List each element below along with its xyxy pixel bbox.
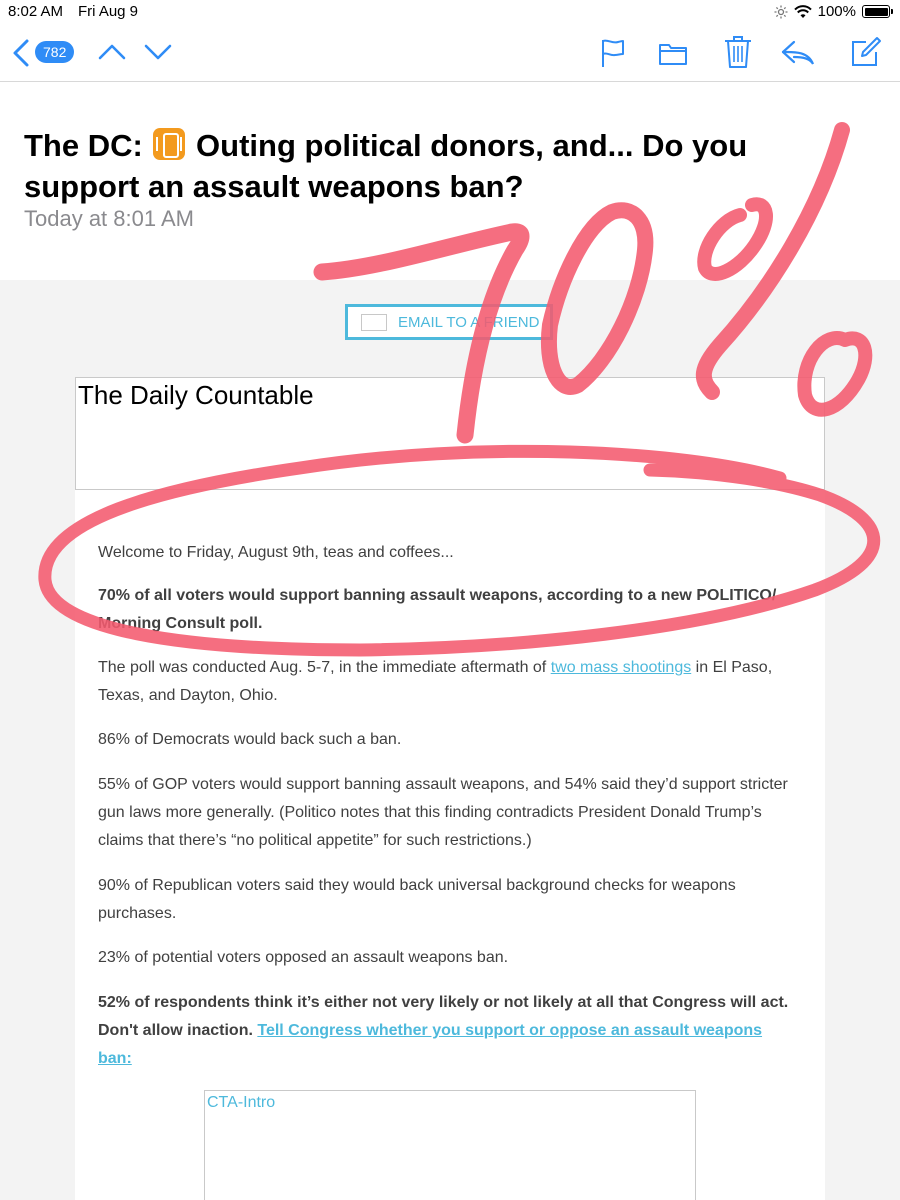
broken-image-icon — [361, 314, 387, 331]
paragraph-democrats: 86% of Democrats would back such a ban. — [98, 731, 402, 748]
subject-text-end: Outing political donors, and... Do you support an assault weapons ban? — [24, 128, 748, 204]
orientation-lock-icon — [774, 5, 788, 19]
cta-image-placeholder[interactable] — [204, 1090, 696, 1200]
compose-icon[interactable] — [850, 36, 882, 68]
folder-icon[interactable] — [658, 40, 688, 66]
status-bar — [0, 0, 900, 24]
status-indicators — [774, 3, 890, 20]
paragraph-opposed: 23% of potential voters opposed an assault weapons ban. — [98, 949, 509, 966]
subject-text-start: The DC: — [24, 128, 152, 163]
email-header — [0, 83, 900, 280]
brand-image-alt-text: The Daily Countable — [78, 380, 314, 410]
unread-count-badge[interactable]: 782 — [35, 41, 74, 63]
email-date: Today at 8:01 AM — [24, 206, 194, 231]
cta-image-alt-text: CTA-Intro — [207, 1094, 276, 1111]
congress-text: 52% of respondents think it’s either not very likely or not likely at all that Congress will act. Don't allow inaction. — [98, 994, 789, 1039]
back-chevron-icon[interactable] — [10, 38, 32, 68]
paragraph-background-checks: 90% of Republican voters said they would back universal background checks for weapons purchases. — [98, 877, 736, 922]
up-arrow-icon[interactable] — [97, 40, 127, 64]
email-subject — [24, 125, 824, 207]
paragraph-welcome: Welcome to Friday, August 9th, teas and coffees... — [98, 544, 454, 561]
reply-icon[interactable] — [780, 39, 816, 67]
tell-congress-link[interactable]: Tell Congress whether you support or oppose an assault weapons ban: — [98, 1022, 763, 1067]
brand-image-placeholder — [75, 377, 825, 490]
wifi-icon — [794, 5, 812, 19]
newsletter-content — [75, 490, 825, 1200]
poll-text-before: The poll was conducted Aug. 5-7, in the immediate aftermath of — [98, 659, 551, 676]
vibration-mode-emoji-icon — [153, 128, 185, 160]
battery-percent: 100% — [817, 3, 856, 20]
paragraph-congress — [98, 989, 798, 1073]
battery-icon — [862, 5, 890, 18]
paragraph-poll-details — [98, 654, 798, 710]
email-body — [0, 280, 900, 1200]
mass-shootings-link[interactable]: two mass shootings — [550, 659, 692, 676]
flag-icon[interactable] — [600, 38, 626, 68]
poll-text-after: in El Paso, Texas, and Dayton, Ohio. — [98, 659, 773, 704]
email-to-friend-button[interactable] — [345, 304, 553, 340]
down-arrow-icon[interactable] — [143, 40, 173, 64]
status-time: 8:02 AM — [8, 3, 64, 20]
email-to-friend-label: EMAIL TO A FRIEND — [398, 314, 540, 331]
trash-icon[interactable] — [724, 35, 752, 69]
status-date: Fri Aug 9 — [78, 3, 139, 20]
paragraph-gop-voters: 55% of GOP voters would support banning assault weapons, and 54% said they’d support stricter gun laws more generally. (Politico notes that this finding contradicts President Donald Trump’s claims that there’s “no political appetite” for such restrictions.) — [98, 776, 788, 849]
mail-toolbar — [0, 24, 900, 82]
paragraph-headline-stat: 70% of all voters would support banning assault weapons, according to a new POLITICO/ Morning Consult poll. — [98, 587, 777, 632]
